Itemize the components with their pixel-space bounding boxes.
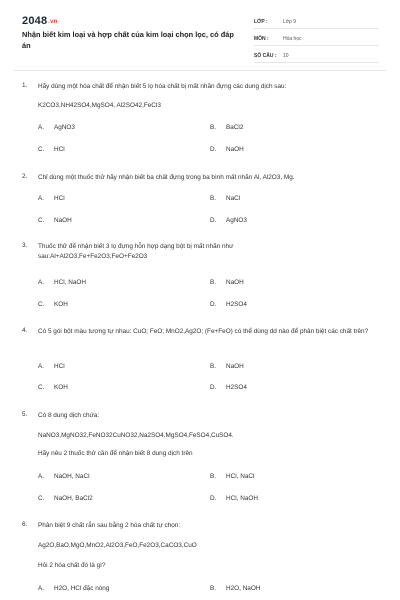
option-d[interactable]: D. H2SO4 <box>210 384 247 391</box>
meta-key: MÔN : <box>254 35 269 42</box>
question-number: 4. <box>22 327 28 334</box>
meta-row-count <box>254 49 379 63</box>
question-number: 6. <box>22 521 28 528</box>
option-b[interactable]: B. NaCl <box>210 195 241 202</box>
question-text: Thuốc thử để nhận biết 3 lọ đựng hỗn hợp dạng bột bị mất nhãn như sau:Al+Al2O3,Fe+Fe2O3,FeO+Fe2O3 <box>38 243 234 260</box>
option-b[interactable]: B. BaCl2 <box>210 124 244 131</box>
question-text: Có 5 gói bột màu tương tự nhau: CuO; FeO; MnO2,Ag2O; (Fe+FeO) có thể dùng dd nào để phân biệt các chất trên? <box>38 328 369 335</box>
option-a[interactable]: A. AgNO3 <box>38 124 75 131</box>
option-d[interactable]: D. NaOH <box>210 146 244 153</box>
meta-value: 10 <box>283 52 289 59</box>
meta-row-subject <box>254 32 379 46</box>
meta-info <box>254 15 379 66</box>
option-a[interactable]: A. HCl <box>38 363 65 370</box>
meta-value: Lớp 9 <box>283 18 297 25</box>
header <box>0 0 400 70</box>
option-a[interactable]: A. NaOH, NaCl <box>38 473 90 480</box>
question-extra: Ag2O,BaO,MgO,MnO2,Al2O3,FeO,Fe2O3,CaCO3,CuO <box>38 542 197 549</box>
option-b[interactable]: B. NaOH <box>210 363 244 370</box>
option-c[interactable]: C. KOH <box>38 384 68 391</box>
question-text: Chỉ dùng một thuốc thử hãy nhận biết ba chất đựng trong ba bình mất nhãn Al, Al2O3, Mg. <box>38 174 295 181</box>
question-extra: Hãy nêu 2 thuốc thử cần để nhận biết 8 dung dịch trên <box>38 450 193 457</box>
question-number: 2. <box>22 173 28 180</box>
option-c[interactable]: C. NaOH, BaCl2 <box>38 495 93 502</box>
question-extra: K2CO3,NH42SO4,MgSO4, Al2SO42,FeCl3 <box>38 102 161 109</box>
question-number: 1. <box>22 82 28 89</box>
question-text: Phân biệt 9 chất rắn sau bằng 2 hóa chất tự chọn: <box>38 522 181 529</box>
option-a[interactable]: A. HCl, NaOH <box>38 279 86 286</box>
meta-key: SỐ CÂU : <box>254 52 277 59</box>
option-c[interactable]: C. NaOH <box>38 217 72 224</box>
option-c[interactable]: C. KOH <box>38 301 68 308</box>
question-extra: Hỏi 2 hóa chất đó là gì? <box>38 562 106 569</box>
meta-row-class <box>254 15 379 29</box>
meta-value: Hóa học <box>283 35 302 42</box>
question-extra: NaNO3,MgNO32,FeNO32CuNO32,Na2SO4,MgSO4,FeSO4,CuSO4. <box>38 432 234 439</box>
header-divider <box>14 70 386 71</box>
option-c[interactable]: C. HCl <box>38 146 65 153</box>
option-b[interactable]: B. H2O, NaOH <box>210 585 261 592</box>
page-title: Nhận biết kim loại và hợp chất của kim loại chọn lọc, có đáp án <box>22 30 234 50</box>
question-number: 5. <box>22 411 28 418</box>
logo-main: 2048 <box>22 15 48 27</box>
logo-tld: .vn <box>48 19 58 25</box>
option-d[interactable]: D. H2SO4 <box>210 301 247 308</box>
question-text: Hãy dùng một hóa chất để nhận biết 5 lọ hóa chất bị mất nhãn đựng các dung dịch sau: <box>38 83 287 90</box>
option-b[interactable]: B. NaOH <box>210 279 244 286</box>
option-a[interactable]: A. HCl <box>38 195 65 202</box>
site-logo[interactable] <box>22 15 58 27</box>
question-text: Có 8 dung dịch chứa: <box>38 412 100 419</box>
option-b[interactable]: B. HCl, NaCl <box>210 473 255 480</box>
option-d[interactable]: D. HCl, NaOH <box>210 495 258 502</box>
meta-key: LỚP : <box>254 18 268 25</box>
option-d[interactable]: D. AgNO3 <box>210 217 247 224</box>
option-a[interactable]: A. H2O, HCl đặc nóng <box>38 585 110 592</box>
question-number: 3. <box>22 242 28 249</box>
